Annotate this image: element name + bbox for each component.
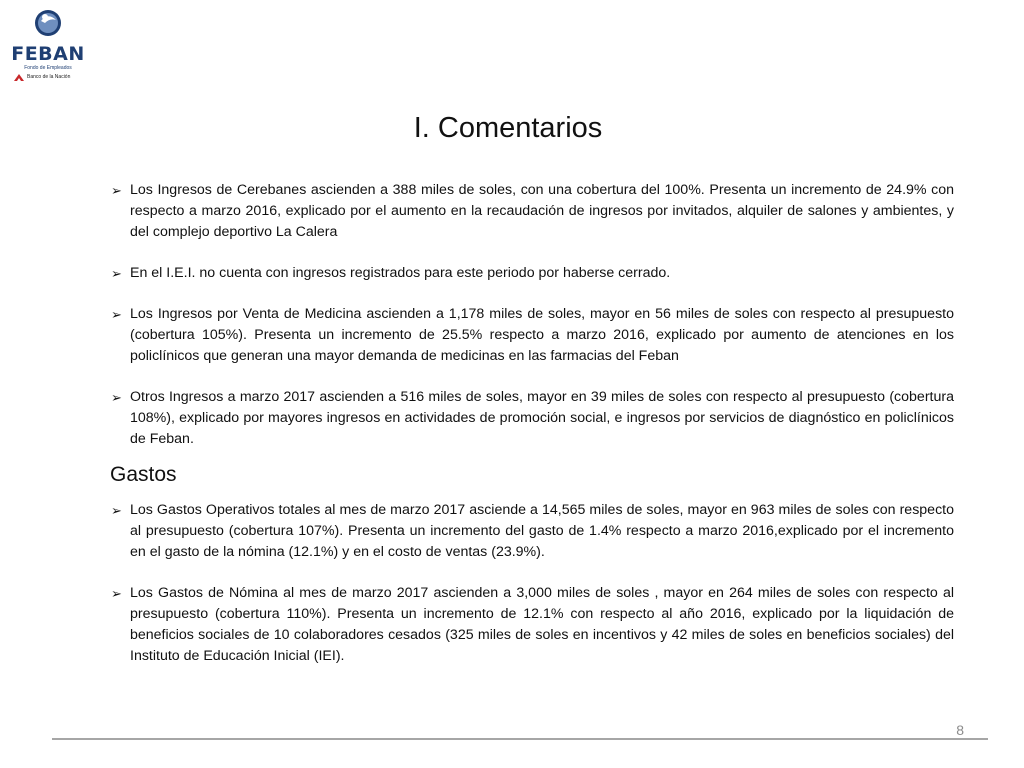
bank-mark-icon [14, 73, 24, 82]
arrow-bullet-icon: ➢ [111, 390, 122, 405]
bank-logo [14, 73, 84, 83]
bullet-item [110, 500, 954, 563]
feban-globe-icon [33, 8, 63, 38]
arrow-bullet-icon: ➢ [111, 503, 122, 518]
bullet-item [110, 304, 954, 367]
slide-content [110, 180, 954, 667]
logo-subtitle: Fondo de Empleados [24, 65, 72, 71]
bullet-text: Otros Ingresos a marzo 2017 ascienden a 516 miles de soles, mayor en 39 miles de soles con respecto al presupuesto (cobertura 108%), explicado por mayores ingresos en actividades de promoción social, e ingresos por servicios de diagnóstico en policlínicos de Feban. [130, 389, 954, 447]
arrow-bullet-icon: ➢ [111, 307, 122, 322]
arrow-bullet-icon: ➢ [111, 183, 122, 198]
feban-logo [6, 6, 86, 82]
bullet-text: Los Gastos de Nómina al mes de marzo 2017 ascienden a 3,000 miles de soles , mayor en 264 miles de soles con respecto al presupuesto (cobertura 110%). Presenta un incremento de 12.1% con respecto al año 2016, explicado por la liquidación de beneficios sociales de 10 colaboradores cesados (325 miles de soles en incentivos y 42 miles de soles en beneficios sociales) del Instituto de Educación Inicial (IEI). [130, 585, 954, 664]
bullet-item [110, 180, 954, 243]
section-heading-gastos: Gastos [110, 463, 177, 486]
bullet-item [110, 387, 954, 450]
bullet-text: Los Gastos Operativos totales al mes de marzo 2017 asciende a 14,565 miles de soles, mayor en 963 miles de soles con respecto al presupuesto (cobertura 107%). Presenta un incremento del gasto de 1.4% respecto a marzo 2016,explicado por el incremento en el gasto de la nómina (12.1%) y en el costo de ventas (23.9%). [130, 502, 954, 560]
bullet-item [110, 583, 954, 667]
page-number: 8 [956, 722, 964, 738]
bank-name: Banco de la Nación [27, 74, 71, 80]
logo-name: FEBAN [11, 43, 85, 65]
bullet-text: Los Ingresos de Cerebanes ascienden a 388 miles de soles, con una cobertura del 100%. Presenta un incremento de 24.9% con respecto a marzo 2016, explicado por el aumento en la recaudación de ingresos por invitados, alquiler de salones y ambientes, y del complejo deportivo La Calera [130, 182, 954, 240]
bullet-text: En el I.E.I. no cuenta con ingresos registrados para este periodo por haberse cerrado. [130, 265, 671, 281]
arrow-bullet-icon: ➢ [111, 586, 122, 601]
bullet-item [110, 263, 954, 284]
slide-title: I. Comentarios [413, 112, 603, 144]
arrow-bullet-icon: ➢ [111, 266, 122, 281]
bullet-text: Los Ingresos por Venta de Medicina ascienden a 1,178 miles de soles, mayor en 56 miles de soles con respecto al presupuesto (cobertura 105%). Presenta un incremento de 25.5% respecto a marzo 2016, explicado por aumento de atenciones en los policlínicos que generan una mayor demanda de medicinas en las farmacias del Feban [130, 306, 954, 364]
footer-divider [52, 738, 988, 740]
